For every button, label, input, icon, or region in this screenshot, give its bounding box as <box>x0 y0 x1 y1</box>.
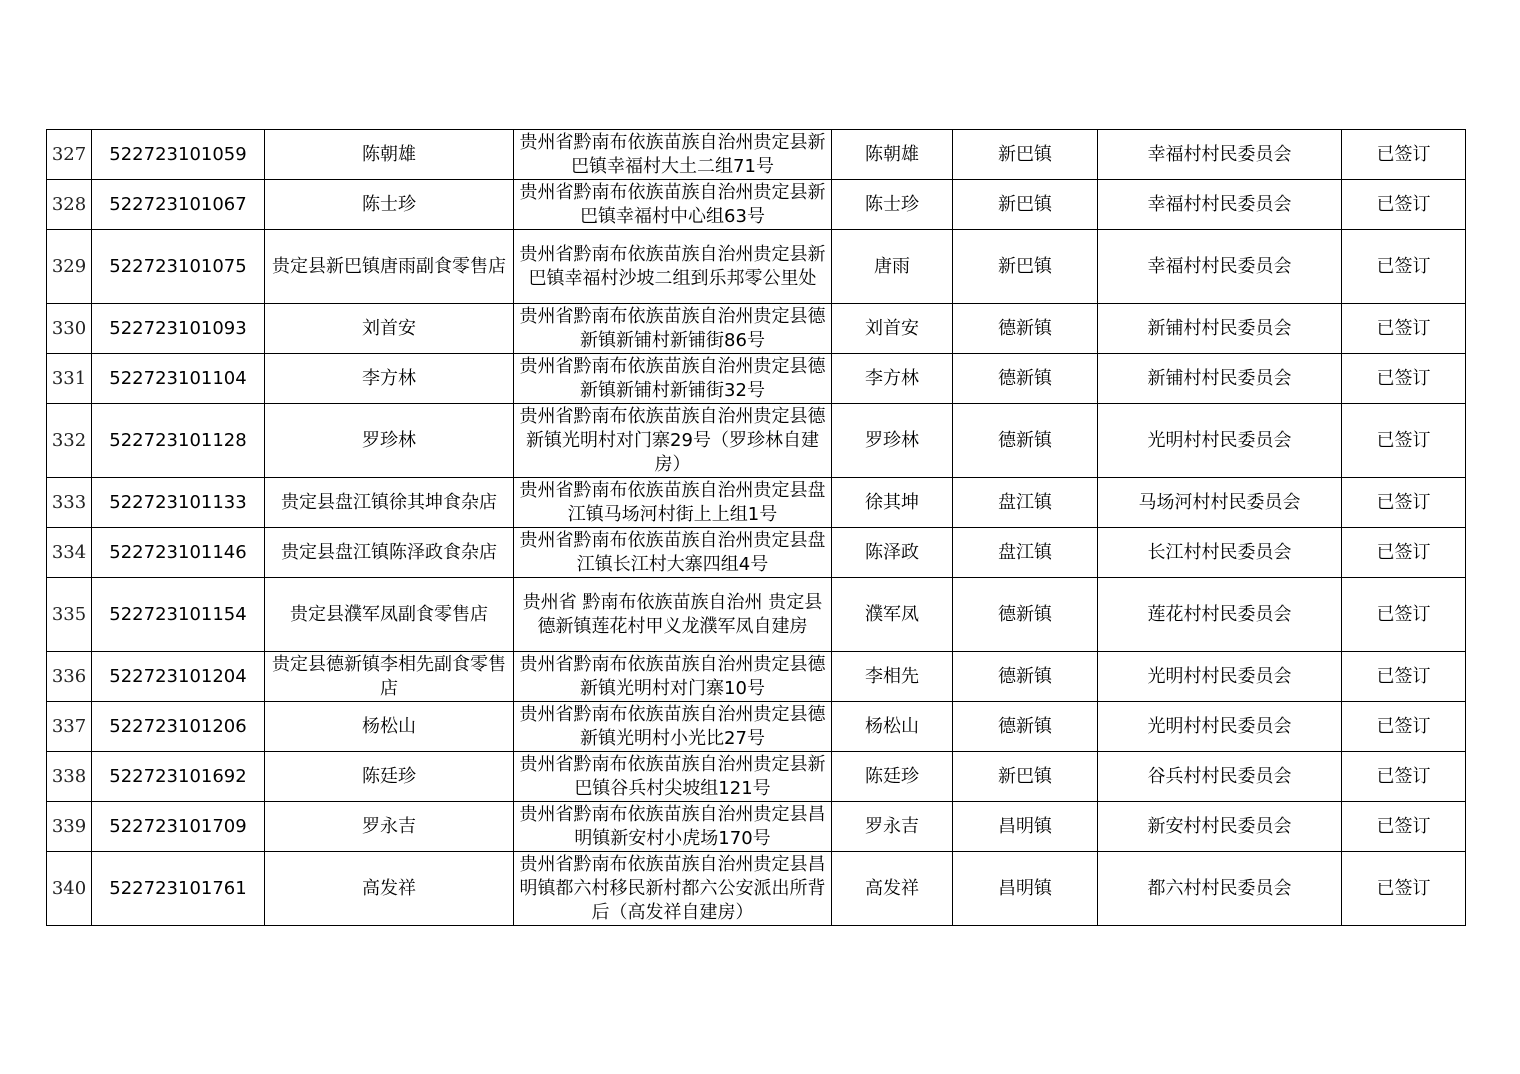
committee-cell: 光明村村民委员会 <box>1098 702 1342 752</box>
table-row <box>47 404 1466 478</box>
license-code-cell: 522723101133 <box>92 478 265 528</box>
person-cell: 陈士珍 <box>832 180 953 230</box>
town-cell: 德新镇 <box>953 354 1098 404</box>
committee-cell: 光明村村民委员会 <box>1098 652 1342 702</box>
table-row <box>47 230 1466 304</box>
person-cell: 罗永吉 <box>832 802 953 852</box>
table-row <box>47 180 1466 230</box>
license-code-cell: 522723101146 <box>92 528 265 578</box>
license-code-cell: 522723101692 <box>92 752 265 802</box>
seq-cell: 329 <box>47 230 92 304</box>
business-name-cell: 陈朝雄 <box>265 130 514 180</box>
committee-cell: 长江村村民委员会 <box>1098 528 1342 578</box>
seq-cell: 333 <box>47 478 92 528</box>
town-cell: 昌明镇 <box>953 802 1098 852</box>
status-cell: 已签订 <box>1342 652 1466 702</box>
person-cell: 高发祥 <box>832 852 953 926</box>
business-name-cell: 李方林 <box>265 354 514 404</box>
license-code-cell: 522723101059 <box>92 130 265 180</box>
license-code-cell: 522723101709 <box>92 802 265 852</box>
person-cell: 徐其坤 <box>832 478 953 528</box>
business-name-cell: 罗珍林 <box>265 404 514 478</box>
committee-cell: 新铺村村民委员会 <box>1098 354 1342 404</box>
committee-cell: 谷兵村村民委员会 <box>1098 752 1342 802</box>
committee-cell: 幸福村村民委员会 <box>1098 180 1342 230</box>
license-code-cell: 522723101093 <box>92 304 265 354</box>
status-cell: 已签订 <box>1342 578 1466 652</box>
seq-cell: 331 <box>47 354 92 404</box>
seq-cell: 328 <box>47 180 92 230</box>
business-name-cell: 贵定县濮军凤副食零售店 <box>265 578 514 652</box>
committee-cell: 都六村村民委员会 <box>1098 852 1342 926</box>
table-row <box>47 802 1466 852</box>
license-code-cell: 522723101067 <box>92 180 265 230</box>
person-cell: 濮军凤 <box>832 578 953 652</box>
address-cell: 贵州省黔南布依族苗族自治州贵定县昌明镇新安村小虎场170号 <box>514 802 832 852</box>
address-cell: 贵州省 黔南布依族苗族自治州 贵定县德新镇莲花村甲义龙濮军凤自建房 <box>514 578 832 652</box>
committee-cell: 光明村村民委员会 <box>1098 404 1342 478</box>
town-cell: 新巴镇 <box>953 230 1098 304</box>
seq-cell: 334 <box>47 528 92 578</box>
seq-cell: 332 <box>47 404 92 478</box>
committee-cell: 新安村村民委员会 <box>1098 802 1342 852</box>
person-cell: 罗珍林 <box>832 404 953 478</box>
person-cell: 李相先 <box>832 652 953 702</box>
table-row <box>47 478 1466 528</box>
business-name-cell: 贵定县德新镇李相先副食零售店 <box>265 652 514 702</box>
status-cell: 已签订 <box>1342 702 1466 752</box>
person-cell: 陈朝雄 <box>832 130 953 180</box>
person-cell: 陈廷珍 <box>832 752 953 802</box>
business-name-cell: 贵定县新巴镇唐雨副食零售店 <box>265 230 514 304</box>
address-cell: 贵州省黔南布依族苗族自治州贵定县新巴镇谷兵村尖坡组121号 <box>514 752 832 802</box>
license-code-cell: 522723101154 <box>92 578 265 652</box>
table-row <box>47 354 1466 404</box>
committee-cell: 新铺村村民委员会 <box>1098 304 1342 354</box>
committee-cell: 莲花村村民委员会 <box>1098 578 1342 652</box>
business-name-cell: 高发祥 <box>265 852 514 926</box>
business-name-cell: 刘首安 <box>265 304 514 354</box>
status-cell: 已签订 <box>1342 304 1466 354</box>
status-cell: 已签订 <box>1342 478 1466 528</box>
committee-cell: 马场河村村民委员会 <box>1098 478 1342 528</box>
address-cell: 贵州省黔南布依族苗族自治州贵定县新巴镇幸福村大土二组71号 <box>514 130 832 180</box>
status-cell: 已签订 <box>1342 852 1466 926</box>
table-row <box>47 752 1466 802</box>
seq-cell: 336 <box>47 652 92 702</box>
seq-cell: 339 <box>47 802 92 852</box>
address-cell: 贵州省黔南布依族苗族自治州贵定县德新镇光明村对门寨10号 <box>514 652 832 702</box>
license-code-cell: 522723101761 <box>92 852 265 926</box>
town-cell: 新巴镇 <box>953 130 1098 180</box>
committee-cell: 幸福村村民委员会 <box>1098 130 1342 180</box>
address-cell: 贵州省黔南布依族苗族自治州贵定县德新镇新铺村新铺街32号 <box>514 354 832 404</box>
license-code-cell: 522723101075 <box>92 230 265 304</box>
table-row <box>47 702 1466 752</box>
table-row <box>47 528 1466 578</box>
person-cell: 杨松山 <box>832 702 953 752</box>
person-cell: 唐雨 <box>832 230 953 304</box>
seq-cell: 335 <box>47 578 92 652</box>
seq-cell: 340 <box>47 852 92 926</box>
status-cell: 已签订 <box>1342 230 1466 304</box>
license-code-cell: 522723101206 <box>92 702 265 752</box>
status-cell: 已签订 <box>1342 528 1466 578</box>
town-cell: 新巴镇 <box>953 752 1098 802</box>
town-cell: 德新镇 <box>953 578 1098 652</box>
business-name-cell: 陈士珍 <box>265 180 514 230</box>
person-cell: 刘首安 <box>832 304 953 354</box>
town-cell: 盘江镇 <box>953 478 1098 528</box>
seq-cell: 327 <box>47 130 92 180</box>
address-cell: 贵州省黔南布依族苗族自治州贵定县德新镇光明村小光比27号 <box>514 702 832 752</box>
town-cell: 德新镇 <box>953 304 1098 354</box>
records-table <box>46 129 1466 926</box>
status-cell: 已签订 <box>1342 802 1466 852</box>
address-cell: 贵州省黔南布依族苗族自治州贵定县盘江镇马场河村街上上组1号 <box>514 478 832 528</box>
table-row <box>47 130 1466 180</box>
seq-cell: 330 <box>47 304 92 354</box>
table-row <box>47 852 1466 926</box>
status-cell: 已签订 <box>1342 130 1466 180</box>
license-code-cell: 522723101204 <box>92 652 265 702</box>
status-cell: 已签订 <box>1342 354 1466 404</box>
business-name-cell: 杨松山 <box>265 702 514 752</box>
business-name-cell: 贵定县盘江镇徐其坤食杂店 <box>265 478 514 528</box>
license-code-cell: 522723101104 <box>92 354 265 404</box>
document-page <box>46 129 1465 926</box>
town-cell: 德新镇 <box>953 404 1098 478</box>
business-name-cell: 罗永吉 <box>265 802 514 852</box>
seq-cell: 337 <box>47 702 92 752</box>
address-cell: 贵州省黔南布依族苗族自治州贵定县新巴镇幸福村中心组63号 <box>514 180 832 230</box>
address-cell: 贵州省黔南布依族苗族自治州贵定县新巴镇幸福村沙坡二组到乐邦零公里处 <box>514 230 832 304</box>
address-cell: 贵州省黔南布依族苗族自治州贵定县昌明镇都六村移民新村都六公安派出所背后（高发祥自建房） <box>514 852 832 926</box>
committee-cell: 幸福村村民委员会 <box>1098 230 1342 304</box>
table-row <box>47 652 1466 702</box>
table-row <box>47 578 1466 652</box>
address-cell: 贵州省黔南布依族苗族自治州贵定县德新镇光明村对门寨29号（罗珍林自建房） <box>514 404 832 478</box>
town-cell: 德新镇 <box>953 702 1098 752</box>
address-cell: 贵州省黔南布依族苗族自治州贵定县德新镇新铺村新铺街86号 <box>514 304 832 354</box>
status-cell: 已签订 <box>1342 752 1466 802</box>
business-name-cell: 陈廷珍 <box>265 752 514 802</box>
seq-cell: 338 <box>47 752 92 802</box>
status-cell: 已签订 <box>1342 404 1466 478</box>
status-cell: 已签订 <box>1342 180 1466 230</box>
address-cell: 贵州省黔南布依族苗族自治州贵定县盘江镇长江村大寨四组4号 <box>514 528 832 578</box>
business-name-cell: 贵定县盘江镇陈泽政食杂店 <box>265 528 514 578</box>
table-row <box>47 304 1466 354</box>
person-cell: 李方林 <box>832 354 953 404</box>
person-cell: 陈泽政 <box>832 528 953 578</box>
town-cell: 德新镇 <box>953 652 1098 702</box>
town-cell: 新巴镇 <box>953 180 1098 230</box>
license-code-cell: 522723101128 <box>92 404 265 478</box>
town-cell: 昌明镇 <box>953 852 1098 926</box>
town-cell: 盘江镇 <box>953 528 1098 578</box>
